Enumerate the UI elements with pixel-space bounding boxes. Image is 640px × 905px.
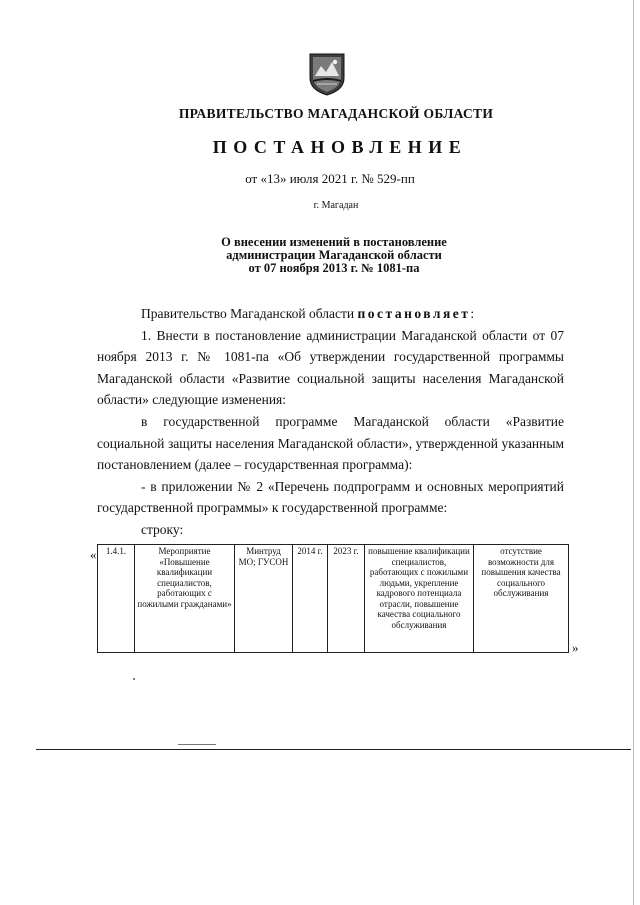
table-row bbox=[98, 545, 569, 653]
subject-line: администрации Магаданской области bbox=[226, 248, 442, 262]
intro-lead: Правительство Магаданской области bbox=[141, 306, 355, 321]
table-cell-activity: Мероприятие «Повышение квалификации специалистов, работающих с пожилыми гражданами» bbox=[135, 545, 235, 653]
document-city: г. Магадан bbox=[313, 200, 359, 211]
document-date-number: от «13» июля 2021 г. № 529-пп bbox=[245, 171, 415, 186]
program-row-table bbox=[97, 544, 569, 653]
subject-line: О внесении изменений в постановление bbox=[221, 235, 447, 249]
intro-keyword: постановляет bbox=[357, 306, 471, 321]
document-body bbox=[97, 303, 564, 541]
table-cell-expected-result: повышение квалификации специалистов, работающих с пожилыми людьми, укрепление кадрового потенциала отрасли, повышение качества социального обслуживания bbox=[365, 545, 474, 653]
paragraph-1: 1. Внести в постановление администрации Магаданской области от 07 ноября 2013 г. № 1081-па «Об утверждении государственной программы Магаданской области «Развитие социальной защиты населения Магаданской области» следующие изменения: bbox=[97, 327, 564, 408]
table-cell-start-year: 2014 г. bbox=[293, 545, 328, 653]
page-edge bbox=[633, 0, 634, 905]
paragraph-2: в государственной программе Магаданской области «Развитие социальной защиты населения Магаданской области», утвержденной указанным постановлением (далее – государственная программа): bbox=[97, 413, 564, 473]
subject-line: от 07 ноября 2013 г. № 1081-па bbox=[248, 261, 420, 275]
document-subject bbox=[0, 236, 640, 275]
scan-line bbox=[178, 744, 216, 745]
coat-of-arms-icon bbox=[307, 52, 347, 96]
quote-close: » bbox=[572, 640, 579, 655]
bottom-rule bbox=[36, 749, 631, 750]
table-cell-executor: Минтруд МО; ГУСОН bbox=[235, 545, 293, 653]
paragraph-3: - в приложении № 2 «Перечень подпрограмм и основных мероприятий государственной программы» к государственной программе: bbox=[97, 478, 564, 516]
paragraph-4: строку: bbox=[141, 521, 184, 537]
quote-open: « bbox=[90, 547, 97, 562]
table-cell-end-year: 2023 г. bbox=[328, 545, 365, 653]
table-cell-consequences: отсутствие возможности для повышения качества социального обслуживания bbox=[474, 545, 569, 653]
table-cell-number: 1.4.1. bbox=[98, 545, 135, 653]
scan-speck bbox=[133, 678, 135, 680]
government-name: ПРАВИТЕЛЬСТВО МАГАДАНСКОЙ ОБЛАСТИ bbox=[178, 106, 494, 121]
intro-tail: : bbox=[470, 306, 475, 321]
intro-paragraph bbox=[97, 303, 564, 325]
document-type: ПОСТАНОВЛЕНИЕ bbox=[212, 137, 468, 157]
